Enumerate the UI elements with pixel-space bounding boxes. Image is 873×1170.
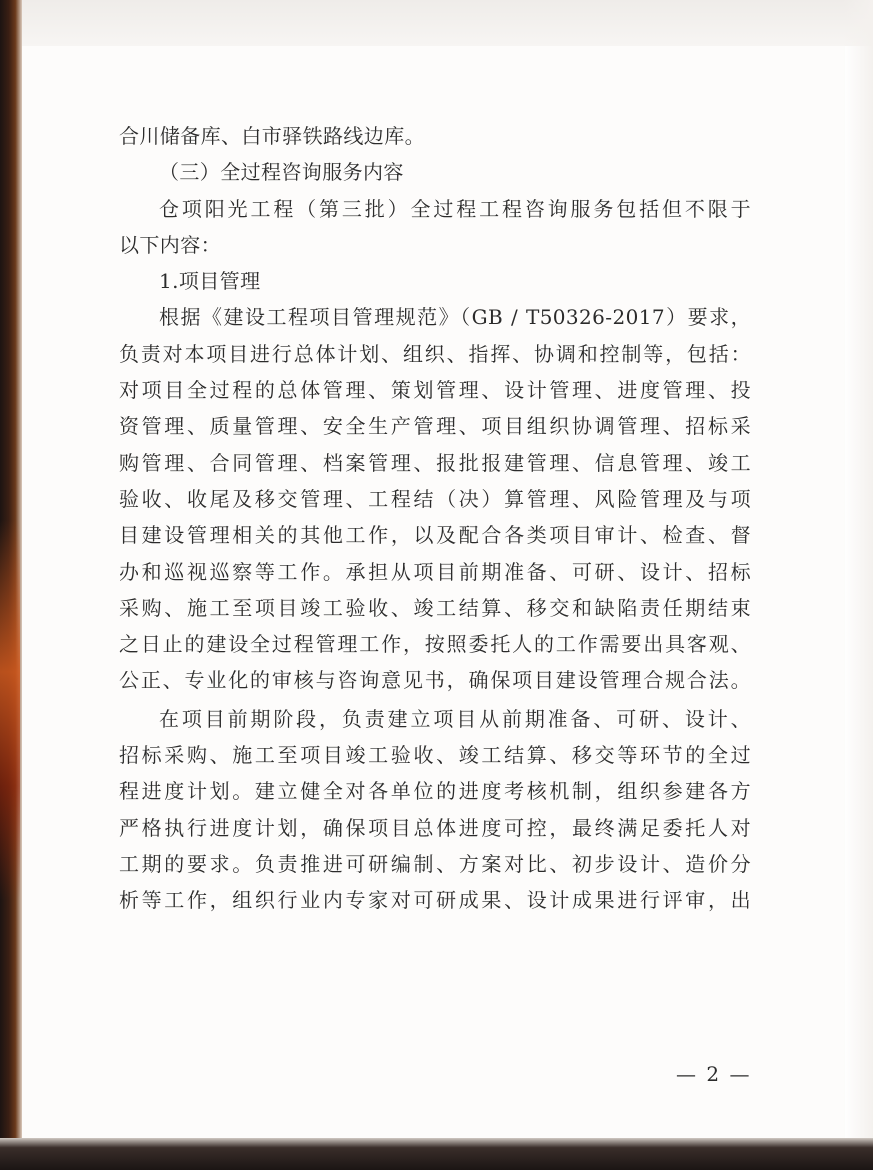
- text-line: 析等工作，组织行业内专家对可研成果、设计成果进行评审，出: [119, 888, 751, 913]
- text-line: 购管理、合同管理、档案管理、报批报建管理、信息管理、竣工: [119, 450, 751, 475]
- text-line: 合川储备库、白市驿铁路线边库。: [119, 124, 425, 148]
- text-line: 办和巡视巡察等工作。承担从项目前期准备、可研、设计、招标: [119, 559, 751, 584]
- subsection-heading: 1.项目管理: [159, 269, 261, 294]
- scan-right-edge: [843, 0, 873, 1170]
- section-heading: （三）全过程咨询服务内容: [159, 160, 404, 185]
- scan-bottom-edge: [0, 1138, 873, 1170]
- text-line: 严格执行进度计划，确保项目总体进度可控，最终满足委托人对: [119, 815, 751, 840]
- text-line: 工期的要求。负责推进可研编制、方案对比、初步设计、造价分: [119, 851, 751, 876]
- text-line: 程进度计划。建立健全对各单位的进度考核机制，组织参建各方: [119, 779, 751, 804]
- text-line: 对项目全过程的总体管理、策划管理、设计管理、进度管理、投: [119, 378, 751, 403]
- text-line: 在项目前期阶段，负责建立项目从前期准备、可研、设计、: [159, 706, 751, 731]
- text-line: 之日止的建设全过程管理工作，按照委托人的工作需要出具客观、: [119, 632, 751, 657]
- text-line: 公正、专业化的审核与咨询意见书，确保项目建设管理合规合法。: [119, 668, 751, 693]
- scan-top-edge: [0, 0, 873, 46]
- text-line: 以下内容：: [119, 232, 221, 257]
- page-number: — 2 —: [676, 1062, 752, 1086]
- text-line: 负责对本项目进行总体计划、组织、指挥、协调和控制等，包括：: [119, 341, 751, 366]
- text-line: 验收、收尾及移交管理、工程结（决）算管理、风险管理及与项: [119, 486, 751, 511]
- document-body: [119, 118, 751, 919]
- text-line: 根据《建设工程项目管理规范》（GB / T50326-2017）要求，: [159, 305, 751, 330]
- text-line: 招标采购、施工至项目竣工验收、竣工结算、移交等环节的全过: [119, 743, 751, 768]
- scan-left-glow: [0, 520, 20, 900]
- text-line: 资管理、质量管理、安全生产管理、项目组织协调管理、招标采: [119, 414, 751, 439]
- text-line: 仓项阳光工程（第三批）全过程工程咨询服务包括但不限于: [159, 196, 751, 221]
- text-line: 目建设管理相关的其他工作，以及配合各类项目审计、检查、督: [119, 523, 751, 548]
- text-line: 采购、施工至项目竣工验收、竣工结算、移交和缺陷责任期结束: [119, 595, 751, 620]
